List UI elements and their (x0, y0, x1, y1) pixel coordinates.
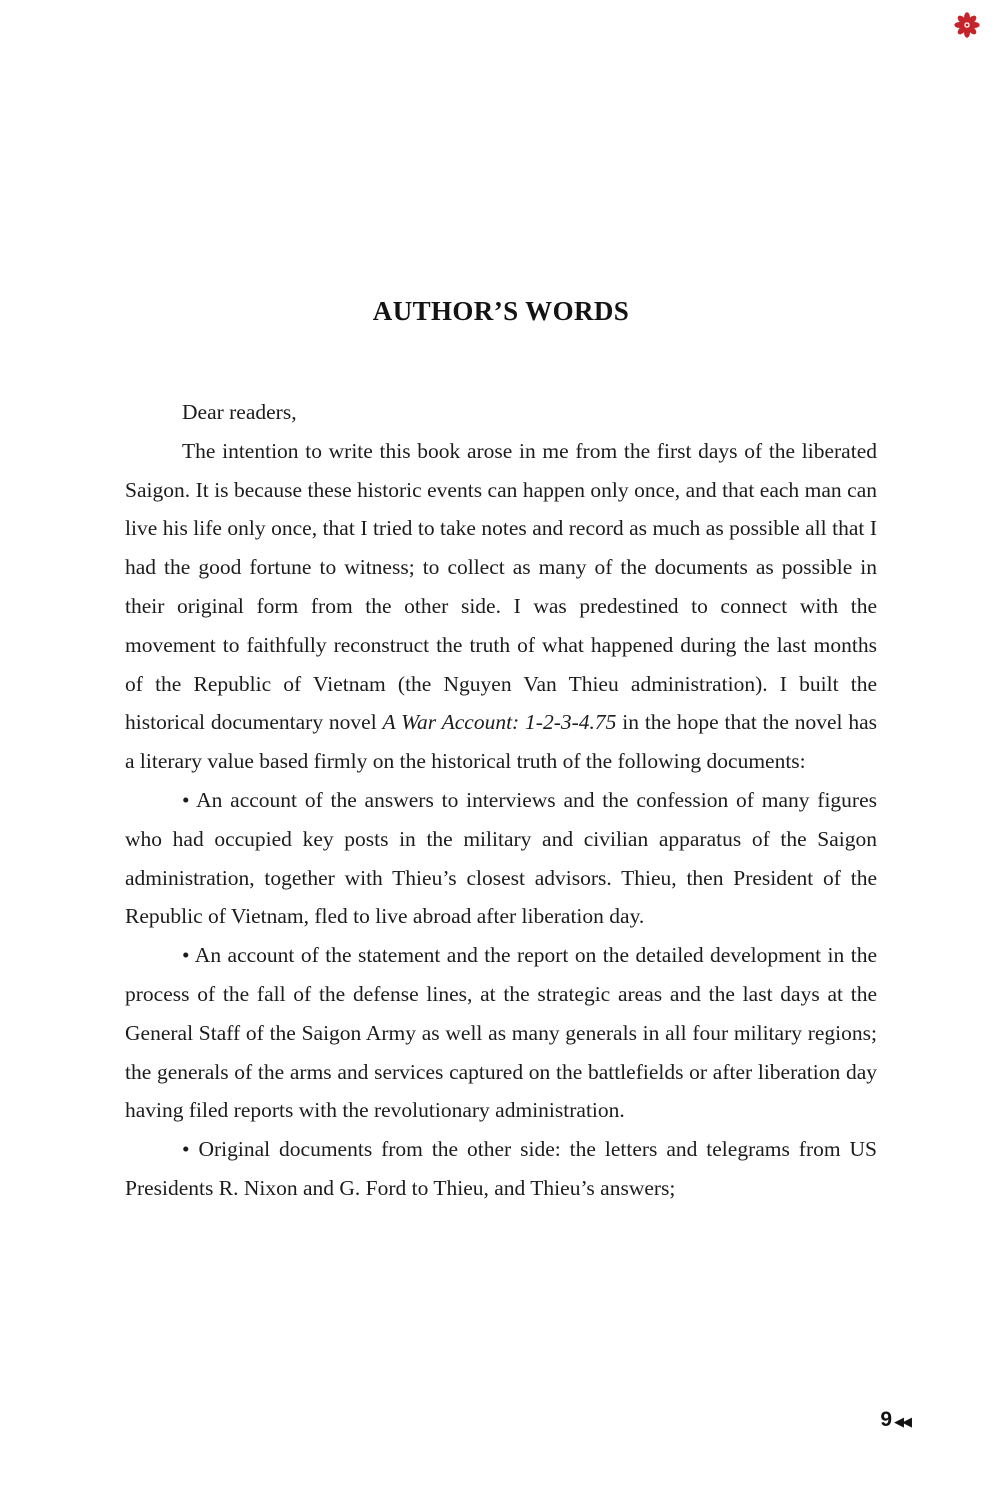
bullet-paragraph-3: • Original documents from the other side: the letters and telegrams from US Presidents R. Nixon and G. Ford to Thieu, and Thieu’s answers; (125, 1137, 877, 1200)
intro-paragraph (125, 432, 877, 781)
page-number: 9 (880, 1408, 892, 1431)
page-footer (880, 1408, 910, 1432)
bullet-paragraph-2: • An account of the statement and the report on the detailed development in the process of the fall of the defense lines, at the strategic areas and the last days at the General Staff of the Saigon Army as well as many generals in all four military regions; the generals of the arms and services captured on the battlefields or after liberation day having filed reports with the revolutionary administration. (125, 943, 877, 1123)
text-column (125, 296, 877, 1208)
left-arrows-icon: ◀◀ (894, 1414, 910, 1430)
bullet-paragraph-1: • An account of the answers to interviews and the confession of many figures who had occupied key posts in the military and civilian apparatus of the Saigon administration, together with Thieu’s closest advisors. Thieu, then President of the Republic of Vietnam, fled to live abroad after liberation day. (125, 787, 877, 929)
salutation: Dear readers, (182, 400, 297, 424)
intro-text-1: The intention to write this book arose in me from the first days of the liberated Saigon. It is because these historic events can happen only once, and that each man can live his life only once, that I tried to take notes and record as much as possible all that I had the good fortune to witness; to collect as many of the documents as possible in their original form from the other side. I was predestined to connect with the movement to faithfully reconstruct the truth of what happened during the last months of the Republic of Vietnam (the Nguyen Van Thieu administration). I built the historical documentary novel (125, 438, 877, 735)
book-title-italic: A War Account: 1-2-3-4.75 (382, 710, 617, 735)
flower-ornament-icon (954, 12, 980, 38)
page-title: AUTHOR’S WORDS (372, 296, 630, 326)
flower-ornament-svg (954, 12, 980, 38)
intro-text-2: in the hope that the novel has a literary value based firmly on the historical truth of the following documents: (125, 710, 877, 774)
